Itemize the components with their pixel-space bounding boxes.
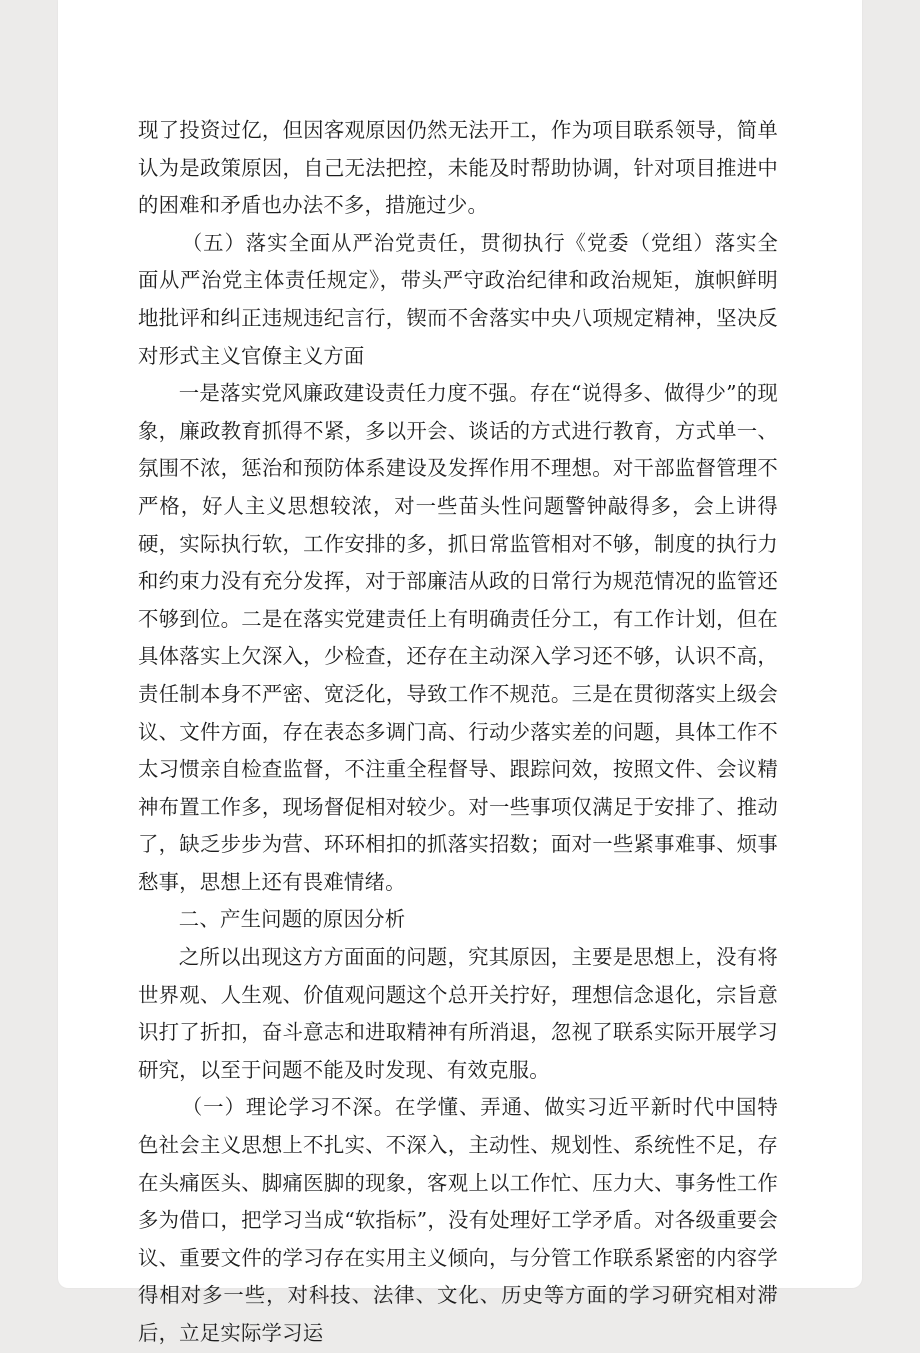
heading-cause-analysis: 二、产生问题的原因分析 [178, 907, 406, 932]
paragraph-project-continuation: 现了投资过亿，但因客观原因仍然无法开工，作为项目联系领导，简单认为是政策原因，自己无法把控，未能及时帮助协调，针对项目推进中的困难和矛盾也办法不多，措施过少。 [138, 118, 778, 218]
paragraph-party-conduct-issues: 一是落实党风廉政建设责任力度不强。存在“说得多、做得少”的现象，廉政教育抓得不紧，多以开会、谈话的方式进行教育，方式单一、氛围不浓，惩治和预防体系建设及发挥作用不理想。对干部监督管理不严格，好人主义思想较浓，对一些苗头性问题警钟敲得多，会上讲得硬，实际执行软，工作安排的多，抓日常监管相对不够，制度的执行力和约束力没有充分发挥，对于部廉洁从政的日常行为规范情况的监管还不够到位。二是在落实党建责任上有明确责任分工，有工作计划，但在具体落实上欠深入，少检查，还存在主动深入学习还不够，认识不高，责任制本身不严密、宽泛化，导致工作不规范。三是在贯彻落实上级会议、文件方面，存在表态多调门高、行动少落实差的问题，具体工作不太习惯亲自检查监督，不注重全程督导、跟踪问效，按照文件、会议精神布置工作多，现场督促相对较少。对一些事项仅满足于安排了、推动了，缺乏步步为营、环环相扣的抓落实招数；面对一些紧事难事、烦事愁事，思想上还有畏难情绪。 [138, 381, 778, 894]
document-page [58, 0, 862, 1345]
paragraph-theory-study: （一）理论学习不深。在学懂、弄通、做实习近平新时代中国特色社会主义思想上不扎实、不深入，主动性、规划性、系统性不足，存在头痛医头、脚痛医脚的现象，客观上以工作忙、压力大、事务性工作多为借口，把学习当成“软指标”，没有处理好工学矛盾。对各级重要会议、重要文件的学习存在实用主义倾向，与分管工作联系紧密的内容学得相对多一些，对科技、法律、文化、历史等方面的学习研究相对滞后，立足实际学习运 [138, 1095, 778, 1345]
paragraph-section-five-heading: （五）落实全面从严治党责任，贯彻执行《党委（党组）落实全面从严治党主体责任规定》，带头严守政治纪律和政治规矩，旗帜鲜明地批评和纠正违规违纪言行，锲而不舍落实中央八项规定精神，坚决反对形式主义官僚主义方面 [138, 230, 778, 368]
document-body [138, 112, 778, 1353]
paragraph-cause-overview: 之所以出现这方方面面的问题，究其原因，主要是思想上，没有将世界观、人生观、价值观问题这个总开关拧好，理想信念退化，宗旨意识打了折扣，奋斗意志和进取精神有所消退，忽视了联系实际开展学习研究，以至于问题不能及时发现、有效克服。 [138, 945, 778, 1082]
